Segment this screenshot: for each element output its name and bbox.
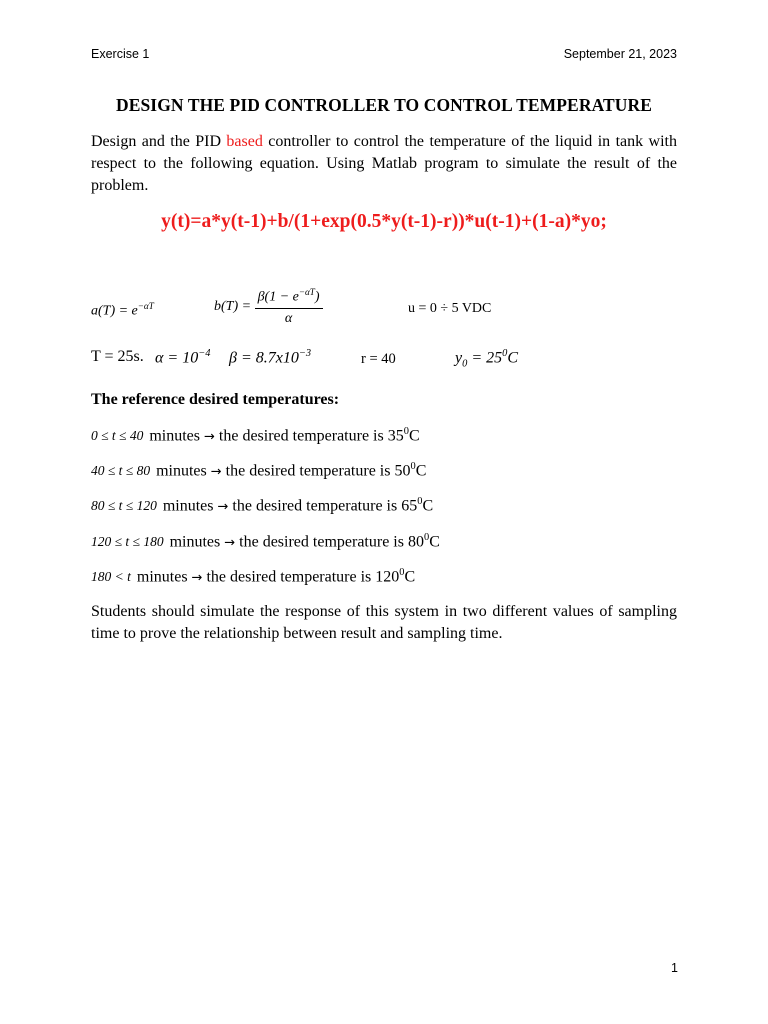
right-arrow-icon: → (217, 499, 229, 515)
header-exercise-label: Exercise 1 (91, 47, 150, 61)
param-beta (229, 348, 311, 367)
degree-sup: 0 (417, 496, 423, 507)
intro-text-1: Design and the PID (91, 133, 227, 150)
intro-text-2: controller to control the temperature of the liquid in tank with respect to the following equation. Using Matlab program to simulate the result of the problem. (91, 133, 677, 194)
desired-temp-text: the desired temperature is 35 (218, 427, 404, 445)
system-equation: y(t)=a*y(t-1)+b/(1+exp(0.5*y(t-1)-r))*u(t-1)+(1-a)*yo; (161, 211, 607, 232)
header-date: September 21, 2023 (563, 47, 677, 61)
intro-highlight: based (226, 133, 263, 150)
degree-sup: 0 (399, 567, 405, 578)
param-y0-sub: 0 (462, 358, 468, 370)
minutes-label: minutes (136, 568, 188, 586)
temp-unit: C (404, 568, 416, 586)
range-label: 80 ≤ t ≤ 120 (91, 498, 157, 514)
def-b (214, 287, 323, 327)
def-u: u = 0 ÷ 5 VDC (408, 301, 492, 316)
param-alpha-exp: −4 (198, 348, 211, 359)
def-b-fraction (255, 287, 323, 327)
param-T: T = 25s. (91, 348, 144, 365)
degree-sup: 0 (403, 426, 409, 437)
param-r: r = 40 (361, 351, 396, 367)
def-b-paren: (1 − e (264, 289, 299, 305)
right-arrow-icon: → (210, 464, 222, 480)
def-b-numerator (255, 287, 323, 309)
range-label: 40 ≤ t ≤ 80 (91, 463, 151, 479)
range-label: 0 ≤ t ≤ 40 (91, 428, 144, 444)
param-y0-value: = 25 (467, 349, 503, 367)
def-b-lhs: b(T) = (214, 299, 252, 315)
reference-row (91, 426, 420, 445)
reference-heading: The reference desired temperatures: (91, 391, 340, 408)
desired-temp-text: the desired temperature is 120 (206, 568, 400, 586)
desired-temp-text: the desired temperature is 65 (232, 497, 418, 515)
def-a (91, 301, 154, 320)
minutes-label: minutes (156, 462, 207, 480)
reference-row (91, 567, 415, 586)
temp-unit: C (422, 497, 434, 515)
range-label: 120 ≤ t ≤ 180 (91, 534, 164, 550)
def-b-close: ) (314, 289, 320, 305)
desired-temp-text: the desired temperature is 80 (239, 533, 424, 551)
reference-row (91, 496, 433, 515)
right-arrow-icon: → (224, 535, 236, 551)
temp-unit: C (415, 462, 427, 480)
degree-sup: 0 (423, 532, 430, 543)
right-arrow-icon: → (191, 570, 203, 586)
right-arrow-icon: → (204, 429, 215, 445)
range-label: 180 < t (91, 569, 131, 585)
param-y0 (455, 348, 518, 370)
desired-temp-text: the desired temperature is 50 (225, 462, 411, 480)
def-b-denominator: α (284, 310, 293, 326)
param-alpha-base: α = 10 (155, 349, 199, 367)
def-a-lhs: a(T) = e (91, 303, 138, 319)
page-number: 1 (671, 961, 678, 975)
minutes-label: minutes (149, 427, 200, 445)
param-y0-sup: 0 (502, 348, 508, 359)
degree-sup: 0 (410, 461, 416, 472)
closing-paragraph: Students should simulate the response of this system in two different values of sampling time to prove the relationship between result and sampling time. (91, 603, 677, 642)
param-y0-unit: C (507, 349, 518, 367)
reference-row (91, 461, 426, 480)
reference-row (91, 532, 440, 551)
temp-unit: C (429, 533, 440, 551)
temp-unit: C (408, 427, 420, 445)
param-beta-base: β = 8.7x10 (229, 349, 299, 367)
minutes-label: minutes (169, 533, 221, 551)
def-a-exp: −αT (137, 301, 154, 311)
param-alpha (155, 348, 210, 367)
def-b-beta: β (257, 289, 265, 305)
page-title: DESIGN THE PID CONTROLLER TO CONTROL TEMPERATURE (115, 95, 653, 115)
minutes-label: minutes (162, 497, 214, 515)
intro-paragraph (91, 131, 677, 197)
def-b-exp: −αT (298, 287, 315, 297)
param-beta-exp: −3 (298, 348, 312, 359)
param-y0-y: y (455, 349, 463, 367)
